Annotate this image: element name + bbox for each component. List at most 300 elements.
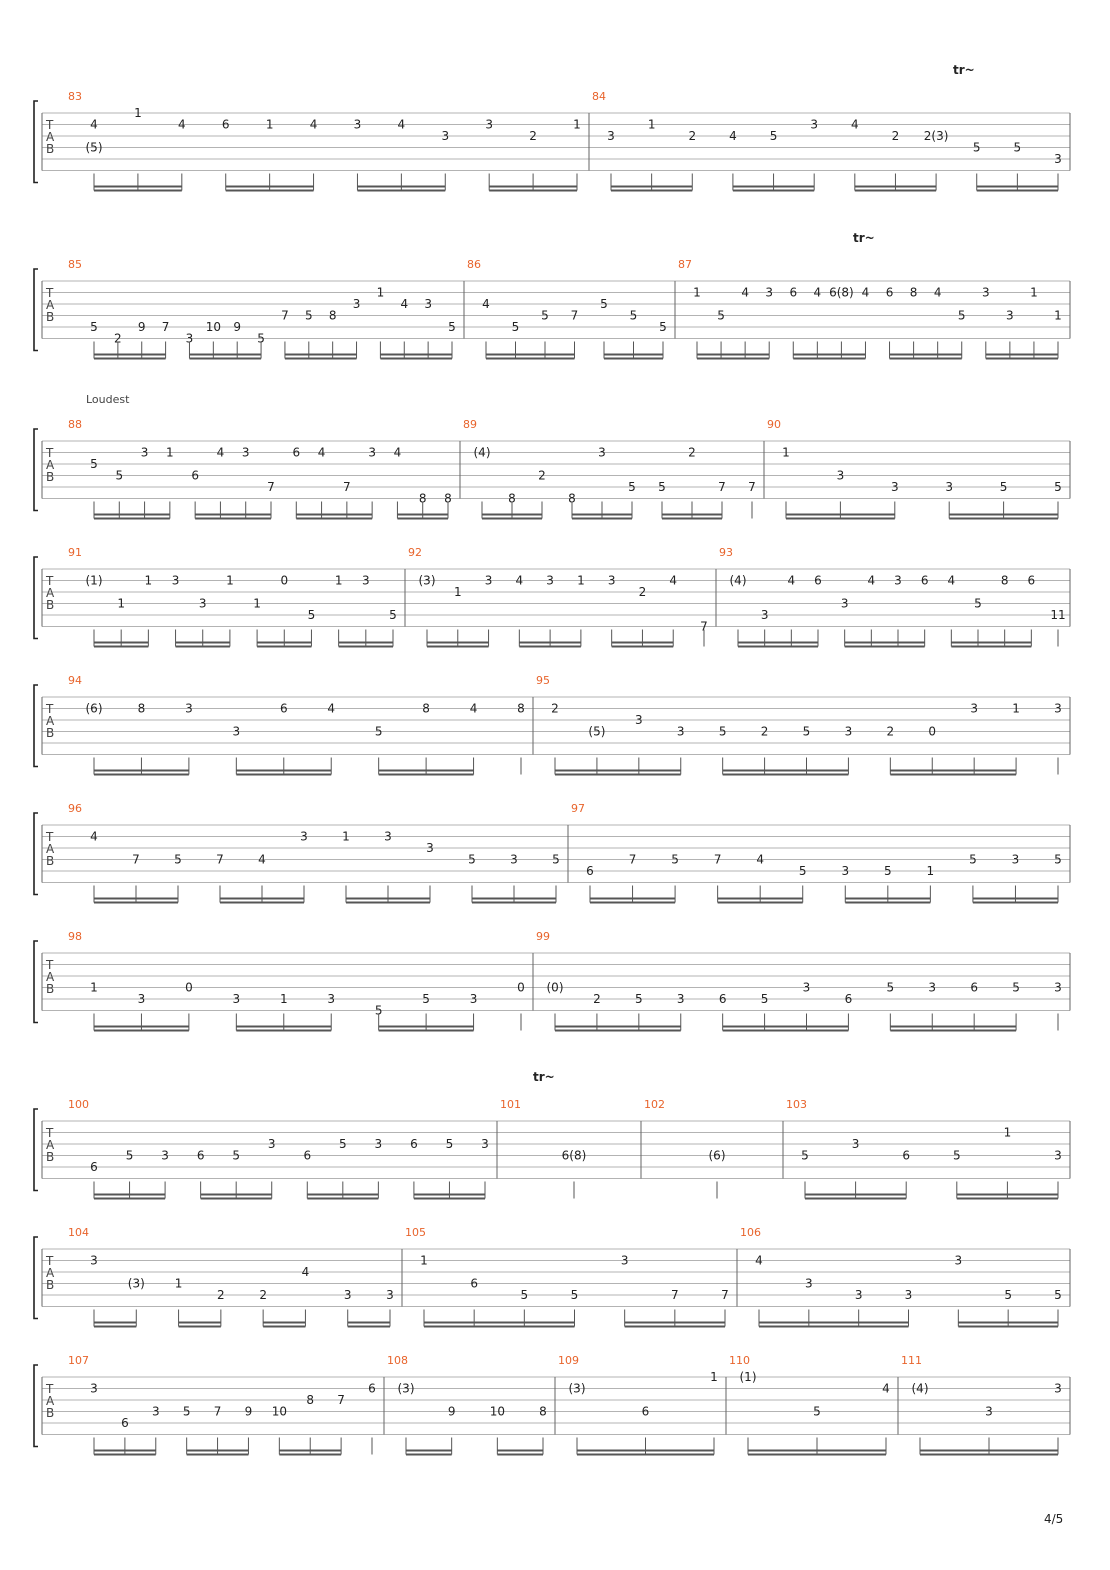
fret-number: 5 (389, 608, 397, 622)
fret-number: 6 (920, 573, 929, 588)
fret-number: 7 (700, 619, 708, 634)
fret-number: 3 (353, 117, 362, 132)
fret-number: 4 (317, 445, 326, 460)
fret-number: 7 (721, 1288, 729, 1302)
fret-number: 5 (174, 852, 182, 867)
fret-number: 3 (1054, 701, 1062, 716)
measure-number: 88 (68, 418, 82, 431)
fret-number: 7 (213, 1404, 222, 1419)
fret-number: 1 (1012, 701, 1020, 716)
fret-number: 5 (1054, 480, 1062, 494)
fret-number: 8 (422, 701, 430, 716)
fret-number: 3 (1011, 852, 1020, 867)
system-bracket (34, 941, 38, 1023)
tab-system (34, 258, 1070, 359)
fret-number: 4 (947, 573, 956, 588)
fret-number: 5 (520, 1288, 529, 1302)
tab-clef-letter: B (46, 1278, 55, 1292)
fret-number: 3 (161, 1148, 169, 1163)
fret-number: 3 (945, 480, 954, 494)
tab-clef-letter: A (46, 1266, 55, 1280)
fret-number: 5 (182, 1404, 191, 1419)
fret-number: 6 (279, 701, 288, 716)
fret-number: 1 (420, 1253, 428, 1268)
tab-clef-letter: A (46, 714, 55, 728)
fret-number: 3 (894, 573, 902, 588)
fret-number: 5 (760, 992, 769, 1006)
fret-number: 5 (257, 331, 265, 346)
fret-number: 1 (647, 117, 656, 132)
measure-number: 97 (571, 802, 585, 815)
fret-number: 4 (216, 445, 225, 460)
fret-number: 1 (926, 864, 935, 878)
fret-number: 7 (343, 480, 351, 494)
fret-number: 3 (343, 1288, 352, 1302)
fret-number: 5 (90, 457, 98, 471)
fret-number: 1 (166, 445, 174, 460)
fret-number: 1 (573, 117, 581, 132)
fret-number: 7 (337, 1393, 345, 1407)
measure-number: 94 (68, 674, 82, 687)
fret-number: 4 (729, 129, 737, 143)
fret-number: (4) (729, 573, 747, 588)
fret-number: 2(3) (923, 129, 949, 143)
measure-number: 105 (405, 1226, 426, 1239)
fret-number: 4 (482, 297, 490, 311)
fret-number: 5 (999, 480, 1008, 494)
tab-clef-letter: B (46, 310, 55, 324)
fret-number: 3 (352, 297, 361, 311)
fret-number: 5 (115, 468, 124, 483)
measure-number: 111 (901, 1354, 922, 1367)
fret-number: 4 (397, 117, 406, 132)
fret-number: 6(8) (829, 285, 854, 300)
tab-clef-letter: A (46, 1394, 55, 1408)
fret-number: 5 (974, 596, 982, 611)
fret-number: 4 (787, 573, 796, 588)
fret-number: 3 (481, 1137, 489, 1151)
fret-number: 3 (232, 724, 241, 739)
tab-system (34, 90, 1070, 191)
fret-number: (4) (911, 1381, 929, 1396)
fret-number: 8 (306, 1393, 315, 1407)
fret-number: 8 (539, 1404, 547, 1419)
fret-number: 3 (424, 297, 432, 311)
fret-number: 5 (1012, 980, 1020, 995)
fret-number: 3 (1006, 308, 1014, 323)
fret-number: 2 (891, 129, 900, 143)
tab-clef-letter: T (46, 702, 54, 716)
fret-number: 8 (328, 308, 337, 323)
fret-number: 6 (970, 980, 978, 995)
fret-number: 3 (841, 864, 850, 878)
fret-number: 0 (280, 573, 289, 588)
fret-number: 1 (144, 573, 153, 588)
fret-number: 3 (469, 992, 478, 1006)
fret-number: 6 (191, 468, 199, 483)
system-bracket (34, 269, 38, 351)
fret-number: 4 (933, 285, 942, 300)
measure-number: 95 (536, 674, 550, 687)
measure-number: 101 (500, 1098, 521, 1111)
fret-number: 6 (789, 285, 798, 300)
tab-system (34, 674, 1070, 775)
tab-clef-letter: B (46, 726, 55, 740)
fret-number: 6 (292, 445, 301, 460)
fret-number: 3 (267, 1137, 276, 1151)
fret-number: 3 (805, 1276, 813, 1291)
fret-number: 3 (368, 445, 376, 460)
measure-number: 110 (729, 1354, 750, 1367)
fret-number: 5 (232, 1148, 241, 1163)
measure-number: 91 (68, 546, 82, 559)
fret-number: 3 (90, 1381, 98, 1396)
tab-clef-letter: T (46, 574, 54, 588)
fret-number: 5 (957, 308, 966, 323)
fret-number: 6 (814, 573, 822, 588)
tab-clef-letter: T (46, 1382, 54, 1396)
tab-clef-letter: T (46, 958, 54, 972)
measure-number: 86 (467, 258, 481, 271)
system-bracket (34, 1109, 38, 1191)
measure-number: 84 (592, 90, 606, 103)
fret-number: 5 (635, 992, 643, 1006)
system-bracket (34, 557, 38, 639)
measure-number: 102 (644, 1098, 665, 1111)
measure-number: 90 (767, 418, 781, 431)
fret-number: 3 (185, 331, 194, 346)
fret-number: 2 (593, 992, 601, 1006)
fret-number: 4 (258, 852, 266, 867)
fret-number: 3 (676, 724, 685, 739)
fret-number: 4 (741, 285, 749, 300)
fret-number: 5 (659, 320, 667, 334)
fret-number: 3 (851, 1137, 860, 1151)
measure-number: 106 (740, 1226, 761, 1239)
measure-number: 87 (678, 258, 692, 271)
fret-number: 9 (244, 1404, 253, 1419)
fret-number: 1 (342, 829, 350, 844)
fret-number: 4 (90, 117, 98, 132)
fret-number: 1 (253, 596, 261, 611)
tab-clef-letter: T (46, 1126, 54, 1140)
fret-number: 6 (303, 1148, 312, 1163)
fret-number: 3 (854, 1288, 863, 1302)
fret-number: 3 (485, 117, 494, 132)
fret-number: 3 (232, 992, 241, 1006)
fret-number: 5 (1054, 852, 1062, 867)
fret-number: 1 (279, 992, 288, 1006)
fret-number: 5 (717, 308, 725, 323)
fret-number: 5 (952, 1148, 961, 1163)
fret-number: 1 (376, 285, 385, 300)
fret-number: 2 (538, 468, 546, 483)
fret-number: 1 (265, 117, 274, 132)
tab-clef-letter: A (46, 458, 55, 472)
fret-number: 8 (568, 491, 576, 506)
tab-system (34, 802, 1070, 903)
fret-number: 3 (985, 1404, 993, 1419)
fret-number: 3 (171, 573, 180, 588)
fret-number: (4) (473, 445, 491, 460)
fret-number: 1 (226, 573, 234, 588)
fret-number: (3) (127, 1276, 145, 1291)
fret-number: 3 (151, 1404, 160, 1419)
trill-mark: tr~ (853, 231, 875, 245)
fret-number: 3 (140, 445, 149, 460)
fret-number: (1) (739, 1370, 757, 1384)
tab-system (34, 1354, 1070, 1455)
fret-number: 6 (885, 285, 894, 300)
fret-number: (0) (546, 980, 564, 995)
fret-number: 5 (769, 129, 778, 143)
fret-number: 5 (718, 724, 727, 739)
fret-number: 3 (241, 445, 250, 460)
fret-number: 5 (541, 308, 549, 323)
tab-clef-letter: T (46, 1254, 54, 1268)
fret-number: 2 (688, 129, 697, 143)
fret-number: 9 (447, 1404, 456, 1419)
fret-number: 4 (327, 701, 336, 716)
fret-number: 1 (710, 1370, 718, 1384)
fret-number: 7 (132, 852, 140, 867)
fret-number: 5 (883, 864, 892, 878)
tab-clef-letter: B (46, 1150, 55, 1164)
fret-number: 7 (161, 320, 170, 334)
fret-number: 4 (469, 701, 478, 716)
tab-clef-letter: T (46, 830, 54, 844)
fret-number: 3 (620, 1253, 629, 1268)
fret-number: 3 (484, 573, 493, 588)
fret-number: 5 (802, 724, 811, 739)
fret-number: 4 (309, 117, 318, 132)
fret-number: 5 (1013, 140, 1022, 155)
fret-number: 4 (90, 829, 98, 844)
fret-number: 7 (713, 852, 722, 867)
fret-number: 5 (570, 1288, 579, 1302)
fret-number: 9 (137, 320, 146, 334)
fret-number: 1 (117, 596, 126, 611)
fret-number: 2 (114, 331, 122, 346)
fret-number: 1 (1003, 1125, 1012, 1140)
fret-number: 3 (510, 852, 518, 867)
tab-system (34, 418, 1070, 519)
fret-number: 3 (890, 480, 899, 494)
fret-number: 6 (641, 1404, 650, 1419)
fret-number: (3) (568, 1381, 586, 1396)
fret-number: 10 (489, 1404, 505, 1419)
fret-number: 3 (836, 468, 845, 483)
fret-number: 2 (551, 701, 559, 716)
fret-number: 1 (174, 1276, 183, 1291)
fret-number: 5 (628, 480, 636, 494)
fret-number: 4 (393, 445, 402, 460)
tab-clef-letter: B (46, 470, 55, 484)
fret-number: 8 (418, 491, 427, 506)
tab-system (34, 1098, 1070, 1199)
fret-number: 5 (886, 980, 895, 995)
fret-number: 4 (861, 285, 870, 300)
fret-number: 4 (669, 573, 678, 588)
fret-number: 7 (671, 1288, 679, 1302)
fret-number: 0 (517, 980, 525, 995)
system-bracket (34, 101, 38, 183)
system-bracket (34, 429, 38, 511)
fret-number: 1 (134, 106, 142, 120)
tab-clef-letter: A (46, 1138, 55, 1152)
fret-number: 11 (1050, 608, 1066, 622)
fret-number: 3 (760, 608, 769, 622)
tab-system (34, 930, 1070, 1031)
tab-clef-letter: T (46, 286, 54, 300)
fret-number: 6 (121, 1416, 129, 1430)
fret-number: 4 (301, 1265, 310, 1279)
fret-number: 3 (981, 285, 990, 300)
fret-number: 2 (688, 445, 696, 460)
fret-number: 4 (813, 285, 822, 300)
measure-number: 103 (786, 1098, 807, 1111)
fret-number: 5 (511, 320, 520, 334)
measure-number: 92 (408, 546, 422, 559)
fret-number: 5 (658, 480, 666, 494)
fret-number: 3 (676, 992, 685, 1006)
measure-number: 104 (68, 1226, 89, 1239)
fret-number: 1 (453, 585, 462, 599)
measure-number: 96 (68, 802, 82, 815)
fret-number: 9 (233, 320, 242, 334)
fret-number: 3 (374, 1137, 383, 1151)
fret-number: 5 (374, 724, 383, 739)
fret-number: 5 (90, 320, 98, 334)
fret-number: 3 (844, 724, 853, 739)
fret-number: 5 (307, 608, 316, 622)
fret-number: 2 (259, 1288, 267, 1302)
measure-number: 99 (536, 930, 550, 943)
fret-number: 6 (368, 1381, 376, 1396)
fret-number: 8 (137, 701, 146, 716)
page-number: 4/5 (1044, 1512, 1064, 1526)
fret-number: 3 (840, 596, 849, 611)
fret-number: 5 (422, 992, 430, 1006)
fret-number: 4 (756, 852, 765, 867)
fret-number: 10 (205, 320, 221, 334)
fret-number: 4 (867, 573, 876, 588)
tab-clef-letter: A (46, 970, 55, 984)
fret-number: 3 (198, 596, 207, 611)
fret-number: 5 (445, 1137, 454, 1151)
fret-number: 8 (508, 491, 516, 506)
fret-number: 0 (185, 980, 193, 995)
fret-number: 3 (607, 573, 616, 588)
fret-number: 3 (361, 573, 370, 588)
tab-clef-letter: A (46, 130, 55, 144)
fret-number: 0 (928, 724, 937, 739)
fret-number: 4 (400, 297, 409, 311)
fret-number: 1 (577, 573, 585, 588)
measure-number: 85 (68, 258, 82, 271)
measure-number: 107 (68, 1354, 89, 1367)
fret-number: 2 (638, 585, 647, 599)
fret-number: (5) (588, 724, 606, 739)
fret-number: 4 (882, 1381, 890, 1396)
fret-number: 3 (928, 980, 937, 995)
fret-number: 3 (137, 992, 146, 1006)
fret-number: 6 (902, 1148, 911, 1163)
fret-number: 7 (570, 308, 579, 323)
fret-number: 3 (954, 1253, 963, 1268)
tab-clef-letter: T (46, 446, 54, 460)
fret-number: 5 (338, 1137, 347, 1151)
tab-clef-letter: B (46, 142, 55, 156)
fret-number: 3 (1054, 152, 1062, 166)
fret-number: 5 (629, 308, 638, 323)
tab-clef-letter: B (46, 854, 55, 868)
measure-number: 98 (68, 930, 82, 943)
fret-number: 6 (90, 1160, 98, 1174)
fret-number: 3 (970, 701, 978, 716)
tab-clef-letter: B (46, 598, 55, 612)
fret-number: 5 (969, 852, 977, 867)
fret-number: 2 (529, 129, 537, 143)
fret-number: 3 (1054, 1148, 1062, 1163)
fret-number: 3 (802, 980, 811, 995)
tab-system (34, 546, 1070, 647)
measure-number: 89 (463, 418, 477, 431)
fret-number: 5 (600, 297, 608, 311)
fret-number: 6(8) (561, 1148, 587, 1163)
fret-number: 3 (598, 445, 606, 460)
fret-number: 7 (216, 852, 224, 867)
fret-number: 3 (810, 117, 819, 132)
fret-number: 5 (798, 864, 807, 878)
fret-number: 3 (386, 1288, 394, 1302)
fret-number: 7 (281, 308, 289, 323)
fret-number: 2 (886, 724, 895, 739)
system-bracket (34, 685, 38, 767)
fret-number: (3) (397, 1381, 415, 1396)
fret-number: 5 (813, 1404, 821, 1419)
fret-number: 3 (1054, 980, 1062, 995)
fret-number: 6 (410, 1137, 418, 1151)
fret-number: 3 (765, 285, 774, 300)
fret-number: 4 (177, 117, 186, 132)
fret-number: 7 (267, 480, 275, 494)
tab-clef-letter: B (46, 1406, 55, 1420)
fret-number: (6) (708, 1148, 726, 1163)
measure-number: 83 (68, 90, 82, 103)
fret-number: 6 (586, 864, 594, 878)
fret-number: 8 (1000, 573, 1009, 588)
fret-number: 3 (546, 573, 554, 588)
fret-number: 6 (1027, 573, 1036, 588)
fret-number: 6 (221, 117, 230, 132)
tab-clef-letter: A (46, 842, 55, 856)
system-bracket (34, 813, 38, 895)
fret-number: 5 (448, 320, 456, 334)
fret-number: 1 (693, 285, 701, 300)
fret-number: (5) (85, 140, 103, 155)
fret-number: 1 (1054, 308, 1062, 323)
fret-number: 8 (517, 701, 525, 716)
fret-number: (1) (85, 573, 103, 588)
fret-number: 3 (426, 841, 434, 855)
trill-mark: tr~ (533, 1070, 555, 1084)
fret-number: 4 (850, 117, 859, 132)
fret-number: 2 (217, 1288, 225, 1302)
fret-number: 3 (635, 713, 643, 727)
fret-number: 5 (1004, 1288, 1012, 1302)
fret-number: 1 (1030, 285, 1038, 300)
